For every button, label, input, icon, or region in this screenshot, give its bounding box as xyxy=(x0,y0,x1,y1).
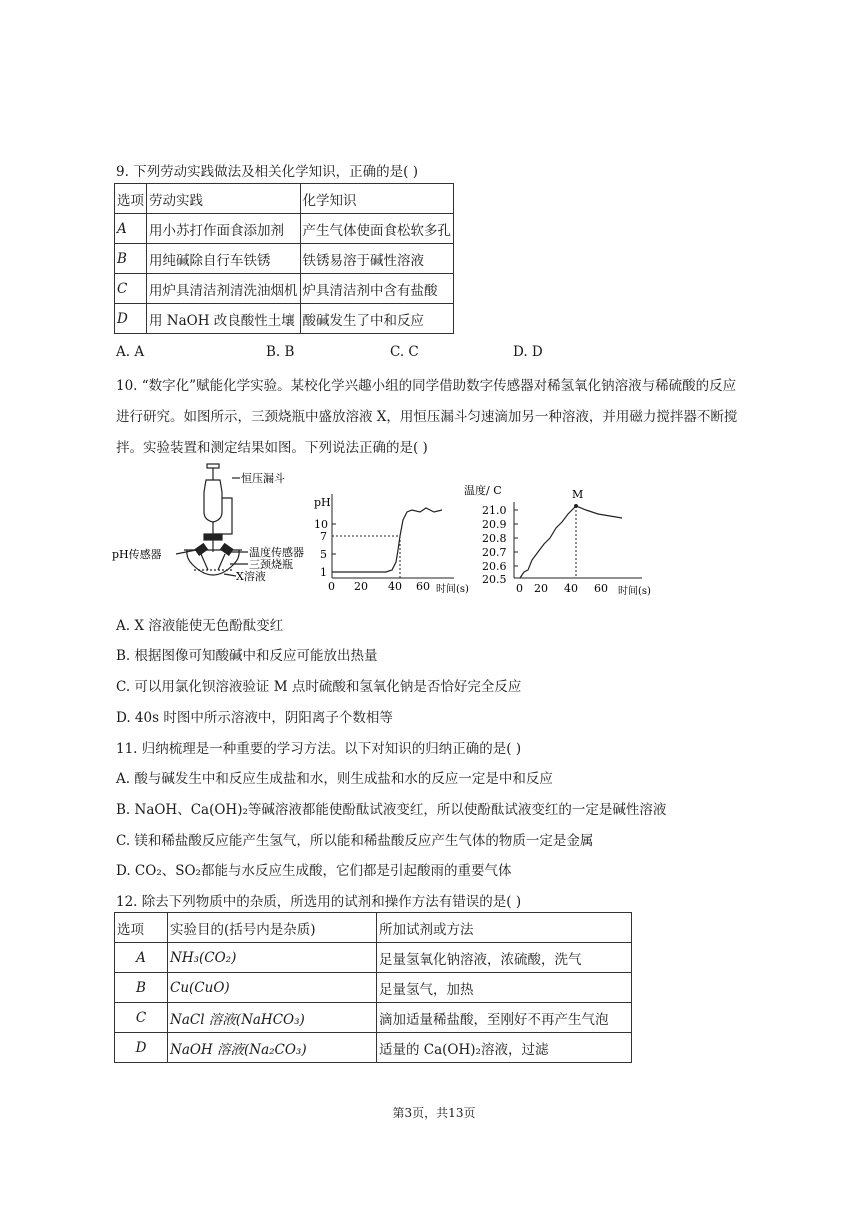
q9-header-knowledge: 化学知识 xyxy=(300,184,454,214)
ph-ytick-10: 10 xyxy=(314,518,328,531)
table-row xyxy=(115,274,454,304)
temp-y-label: 温度/ C xyxy=(464,484,502,497)
q12-row-method: 适量的 Ca(OH)₂溶液，过滤 xyxy=(377,1033,632,1063)
label-ph-sensor: pH传感器 xyxy=(112,548,162,561)
q10-stem-line-1: 10. “数字化”赋能化学实验。某校化学兴趣小组的同学借助数字传感器对稀氢氧化钠溶液与稀硫酸的反应 xyxy=(116,378,737,394)
q9-header-practice: 劳动实践 xyxy=(147,184,301,214)
temp-curve xyxy=(520,506,622,578)
q9-choice-b: B. B xyxy=(266,344,295,360)
ph-ytick-5: 5 xyxy=(320,548,327,561)
label-solution: X溶液 xyxy=(236,570,266,583)
q10-stem-line-3: 拌。实验装置和测定结果如图。下列说法正确的是( ) xyxy=(116,440,428,456)
q9-row-option: A xyxy=(115,214,147,244)
table-row xyxy=(115,943,632,973)
flask-body xyxy=(187,550,239,575)
temperature-chart xyxy=(462,482,662,600)
ph-sensor-wire xyxy=(201,554,208,570)
q11-option-d: D. CO₂、SO₂都能与水反应生成酸，它们都是引起酸雨的重要气体 xyxy=(116,863,512,879)
q9-row-practice: 用纯碱除自行车铁锈 xyxy=(147,244,301,274)
q11-option-c: C. 镁和稀盐酸反应能产生氢气，所以能和稀盐酸反应产生气体的物质一定是金属 xyxy=(116,833,594,849)
ph-xtick-60: 60 xyxy=(416,580,430,593)
q12-table xyxy=(114,912,632,1063)
q9-row-option: C xyxy=(115,274,147,304)
table-row xyxy=(115,973,632,1003)
q12-row-option: B xyxy=(115,973,168,1003)
q10-option-b: B. 根据图像可知酸碱中和反应可能放出热量 xyxy=(116,648,378,664)
temp-marker-m: M xyxy=(572,488,584,501)
q12-row-target: Cu(CuO) xyxy=(168,973,377,1003)
temp-sensor-probe xyxy=(221,544,233,555)
q10-option-d: D. 40s 时图中所示溶液中，阴阳离子个数相等 xyxy=(116,710,393,726)
table-row xyxy=(115,184,454,214)
ph-xtick-20: 20 xyxy=(354,580,368,593)
q9-header-option: 选项 xyxy=(115,184,147,214)
q9-row-knowledge: 炉具清洁剂中含有盐酸 xyxy=(300,274,454,304)
q12-header-option: 选项 xyxy=(115,913,168,943)
ph-x-label: 时间(s) xyxy=(436,584,469,595)
q9-choice-d: D. D xyxy=(513,344,543,360)
temp-x-label: 时间(s) xyxy=(618,586,651,597)
temp-ytick-20.7: 20.7 xyxy=(482,546,507,559)
q12-row-option: D xyxy=(115,1033,168,1063)
ph-sensor-probe xyxy=(195,544,207,555)
ph-ytick-7: 7 xyxy=(320,530,327,543)
leader-solution xyxy=(224,574,236,576)
table-row xyxy=(115,1003,632,1033)
q10-option-c: C. 可以用氯化钡溶液验证 M 点时硫酸和氢氧化钠是否恰好完全反应 xyxy=(116,679,522,695)
temp-ytick-20.6: 20.6 xyxy=(482,560,507,573)
funnel-side-arm xyxy=(215,498,232,534)
q11-option-a: A. 酸与碱发生中和反应生成盐和水，则生成盐和水的反应一定是中和反应 xyxy=(116,771,553,787)
label-temp-sensor: 温度传感器 xyxy=(249,546,304,559)
table-row xyxy=(115,244,454,274)
ph-chart xyxy=(308,490,469,600)
q10-option-a: A. X 溶液能使无色酚酞变红 xyxy=(116,618,284,634)
q12-row-target: NH₃(CO₂) xyxy=(168,943,377,973)
temp-point-m xyxy=(574,504,578,508)
q9-row-knowledge: 酸碱发生了中和反应 xyxy=(300,304,454,334)
q12-row-target: NaOH 溶液(Na₂CO₃) xyxy=(168,1033,377,1063)
temp-xtick-0: 0 xyxy=(516,582,523,595)
ph-xtick-0: 0 xyxy=(328,580,335,593)
page-footer: 第3页，共13页 xyxy=(392,1106,476,1120)
q12-stem: 12. 除去下列物质中的杂质，所选用的试剂和操作方法有错误的是( ) xyxy=(116,894,522,910)
q12-row-option: C xyxy=(115,1003,168,1033)
flask-neck-center xyxy=(204,534,222,540)
label-funnel: 恒压漏斗 xyxy=(241,472,285,485)
q9-row-knowledge: 铁锈易溶于碱性溶液 xyxy=(300,244,454,274)
temp-ytick-20.8: 20.8 xyxy=(482,532,507,545)
funnel-stopper xyxy=(207,464,219,468)
temp-xtick-40: 40 xyxy=(564,582,578,595)
q9-choice-c: C. C xyxy=(390,344,419,360)
q9-row-knowledge: 产生气体使面食松软多孔 xyxy=(300,214,454,244)
q12-row-method: 足量氢氧化钠溶液，浓硫酸，洗气 xyxy=(377,943,632,973)
table-row xyxy=(115,913,632,943)
q9-stem: 9. 下列劳动实践做法及相关化学知识，正确的是( ) xyxy=(116,164,418,180)
table-row xyxy=(115,214,454,244)
q10-stem-line-2: 进行研究。如图所示，三颈烧瓶中盛放溶液 X，用恒压漏斗匀速滴加另一种溶液，并用磁力搅拌器不断搅 xyxy=(116,409,738,425)
temp-sensor-wire xyxy=(218,554,225,570)
funnel-body xyxy=(204,480,222,522)
table-row xyxy=(115,1033,632,1063)
label-flask: 三颈烧瓶 xyxy=(249,558,293,571)
temp-ytick-21.0: 21.0 xyxy=(482,504,507,517)
temp-ytick-20.5: 20.5 xyxy=(482,573,507,586)
q12-row-option: A xyxy=(115,943,168,973)
q9-row-option: D xyxy=(115,304,147,334)
q12-row-method: 足量氢气，加热 xyxy=(377,973,632,1003)
q12-header-method: 所加试剂或方法 xyxy=(377,913,632,943)
q12-header-target: 实验目的(括号内是杂质) xyxy=(168,913,377,943)
q9-row-practice: 用炉具清洁剂清洗油烟机 xyxy=(147,274,301,304)
temp-ytick-20.9: 20.9 xyxy=(482,518,507,531)
q9-row-practice: 用 NaOH 改良酸性土壤 xyxy=(147,304,301,334)
q9-table xyxy=(114,183,454,334)
ph-ytick-1: 1 xyxy=(320,566,327,579)
ph-xtick-40: 40 xyxy=(388,580,402,593)
q11-option-b: B. NaOH、Ca(OH)₂等碱溶液都能使酚酞试液变红，所以使酚酞试液变红的一定是碱性溶液 xyxy=(116,802,667,818)
ph-curve xyxy=(332,508,442,572)
q11-stem: 11. 归纳梳理是一种重要的学习方法。以下对知识的归纳正确的是( ) xyxy=(116,741,522,757)
temp-xtick-20: 20 xyxy=(534,582,548,595)
q9-choice-a: A. A xyxy=(116,344,145,360)
q9-row-practice: 用小苏打作面食添加剂 xyxy=(147,214,301,244)
q12-row-method: 滴加适量稀盐酸，至刚好不再产生气泡 xyxy=(377,1003,632,1033)
q9-row-option: B xyxy=(115,244,147,274)
q12-row-target: NaCl 溶液(NaHCO₃) xyxy=(168,1003,377,1033)
temp-xtick-60: 60 xyxy=(594,582,608,595)
table-row xyxy=(115,304,454,334)
apparatus-diagram xyxy=(112,462,312,594)
ph-y-label: pH xyxy=(314,496,331,509)
